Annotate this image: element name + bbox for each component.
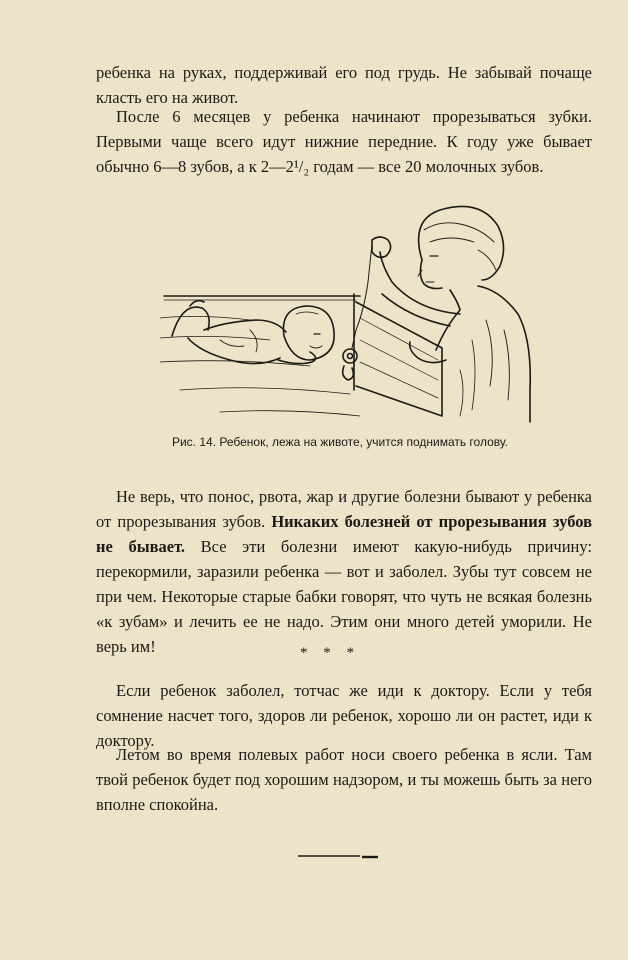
paragraph-3 (96, 484, 592, 659)
toy-rattle (343, 244, 372, 380)
paragraph-5: Летом во время полевых работ носи своего ребенка в ясли. Там твой ребенок будет под хорошим надзором, и ты можешь быть за него вполне спокойна. (96, 745, 592, 814)
illustration-mother-and-baby (160, 190, 540, 430)
playpen-side (356, 302, 442, 416)
mother (372, 206, 530, 422)
end-rule (296, 853, 380, 861)
paragraph-1: ребенка на руках, поддерживай его под грудь. Не забывай почаще класть его на живот. (96, 63, 592, 107)
figure-caption: Рис. 14. Ребенок, лежа на животе, учится поднимать голову. (171, 435, 509, 449)
section-separator: * * * (300, 645, 360, 661)
paragraph-3-bold: Никаких болезней от прорезывания зубов не бывает. (96, 512, 592, 556)
paragraph-3-text-2: Все эти болезни имеют какую-нибудь причину: перекормили, заразили ребенка — вот и заболел. Зубы тут совсем не при чем. Некоторые старые бабки говорят, что чуть не всякая болезнь «к зубам» и лечить ее не надо. Этим они много детей уморили. Не верь им! (96, 537, 593, 656)
paragraph-2: После 6 месяцев у ребенка начинают прорезываться зубки. Первыми чаще всего идут нижние передние. К году уже бывает обычно 6—8 зубов, а к 2—2¹/₂ годам — все 20 молочных зубов. (96, 107, 592, 176)
baby (172, 301, 334, 364)
paragraph-3-text-1: Не верь, что понос, рвота, жар и другие болезни бывают у ребенка от прорезывания зубов. (96, 487, 592, 531)
paragraph-4: Если ребенок заболел, тотчас же иди к доктору. Если у тебя сомнение насчет того, здоров ли ребенок, хорошо ли он растет, иди к доктору. (96, 681, 592, 750)
